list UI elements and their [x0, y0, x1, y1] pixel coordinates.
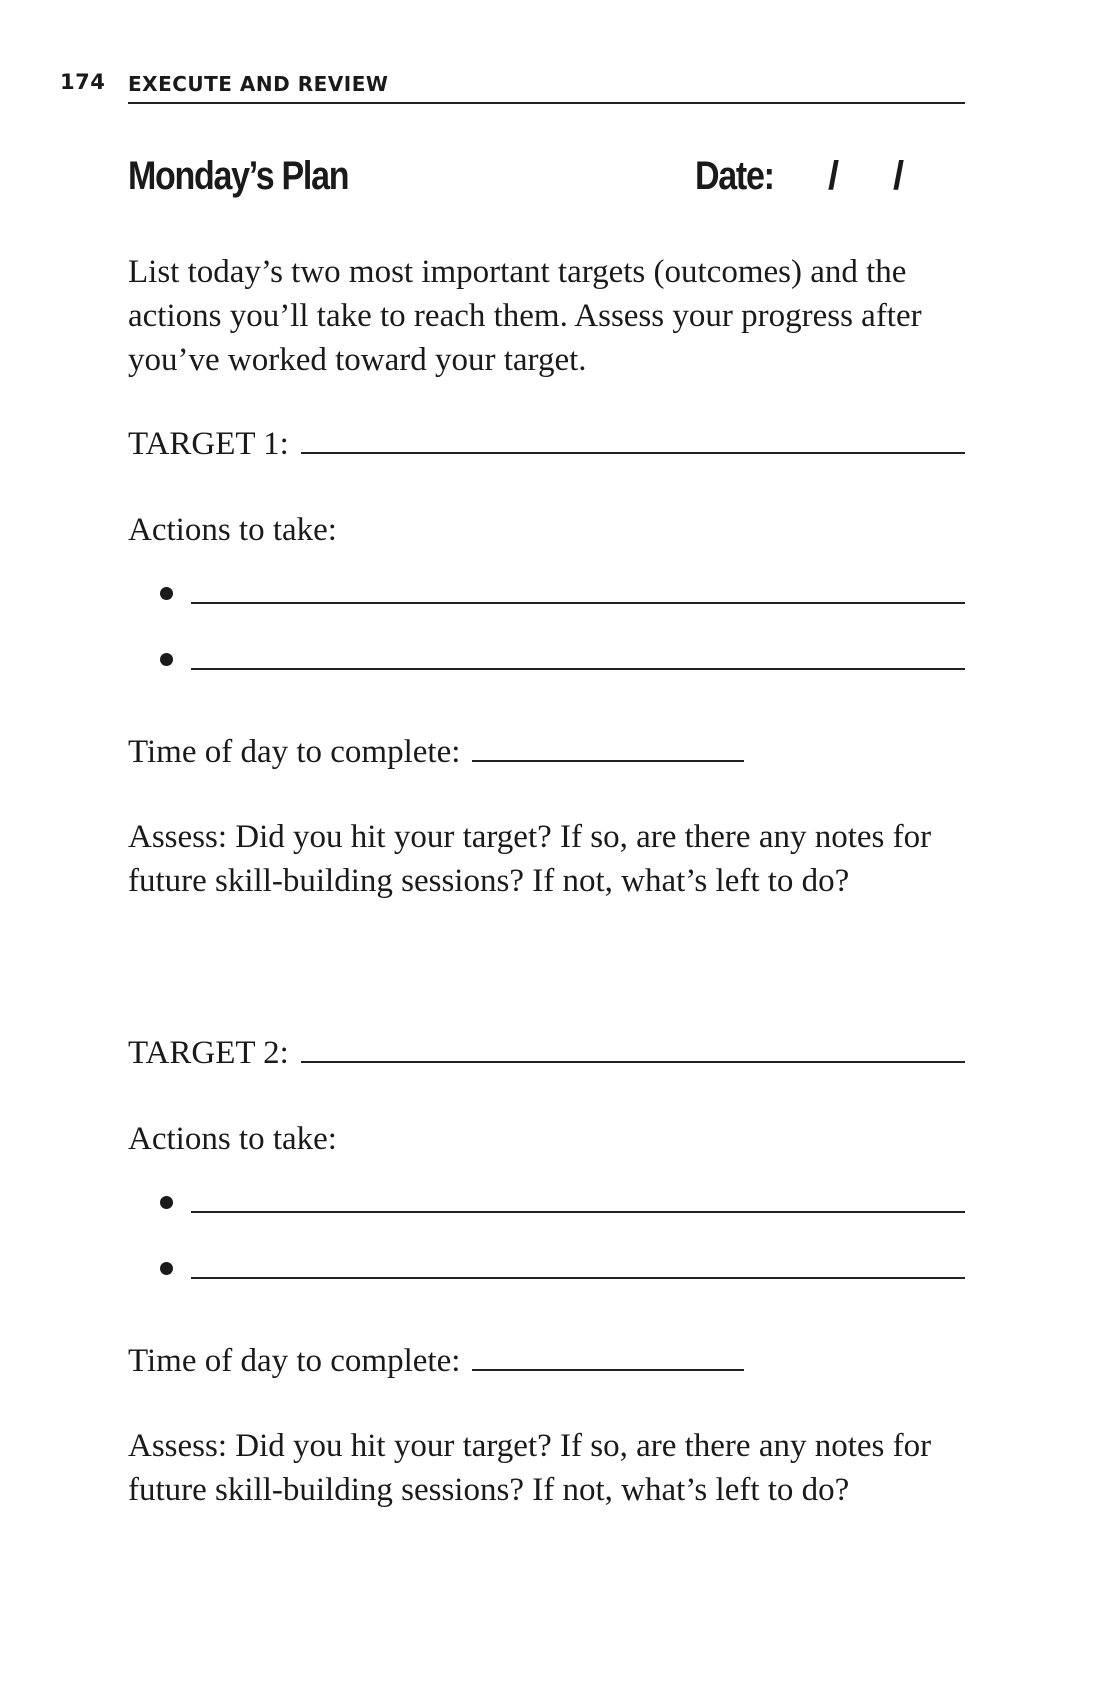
time-row[interactable]	[128, 730, 973, 774]
plan-title: Monday’s Plan	[128, 154, 349, 198]
intro-text: List today’s two most important targets (outcomes) and the actions you’ll take to reach them. Assess your progress after you’ve worked toward your target.	[128, 254, 922, 378]
header-rule	[128, 102, 965, 104]
action-blank[interactable]	[191, 574, 965, 604]
action-item[interactable]	[160, 1183, 965, 1213]
time-label: Time of day to complete:	[128, 1343, 461, 1379]
date-separator: /	[893, 154, 905, 198]
time-blank[interactable]	[472, 1343, 744, 1371]
action-blank[interactable]	[191, 640, 965, 670]
actions-label: Actions to take:	[128, 512, 337, 548]
time-label: Time of day to complete:	[128, 734, 461, 770]
target-label: TARGET 1:	[128, 426, 289, 462]
actions-label: Actions to take:	[128, 1121, 337, 1157]
time-blank[interactable]	[472, 734, 744, 762]
bullet-icon	[160, 1196, 173, 1209]
target-2-blank[interactable]	[301, 1035, 965, 1063]
bullet-icon	[160, 653, 173, 666]
page-number: 174	[60, 70, 106, 94]
target-1-row[interactable]	[128, 422, 965, 466]
assess-text: Assess: Did you hit your target? If so, are there any notes for future skill-building sessions? If not, what’s left to do?	[128, 1428, 932, 1508]
target-label: TARGET 2:	[128, 1035, 289, 1071]
action-item[interactable]	[160, 1249, 965, 1279]
target-1-blank[interactable]	[301, 426, 965, 454]
section-title: EXECUTE AND REVIEW	[128, 72, 389, 96]
date-label: Date:	[695, 154, 774, 198]
action-blank[interactable]	[191, 1249, 965, 1279]
bullet-icon	[160, 587, 173, 600]
action-item[interactable]	[160, 640, 965, 670]
assess-text: Assess: Did you hit your target? If so, are there any notes for future skill-building sessions? If not, what’s left to do?	[128, 819, 932, 899]
time-row[interactable]	[128, 1339, 973, 1383]
target-2-row[interactable]	[128, 1031, 965, 1075]
bullet-icon	[160, 1262, 173, 1275]
date-separator: /	[828, 154, 840, 198]
action-item[interactable]	[160, 574, 965, 604]
action-blank[interactable]	[191, 1183, 965, 1213]
